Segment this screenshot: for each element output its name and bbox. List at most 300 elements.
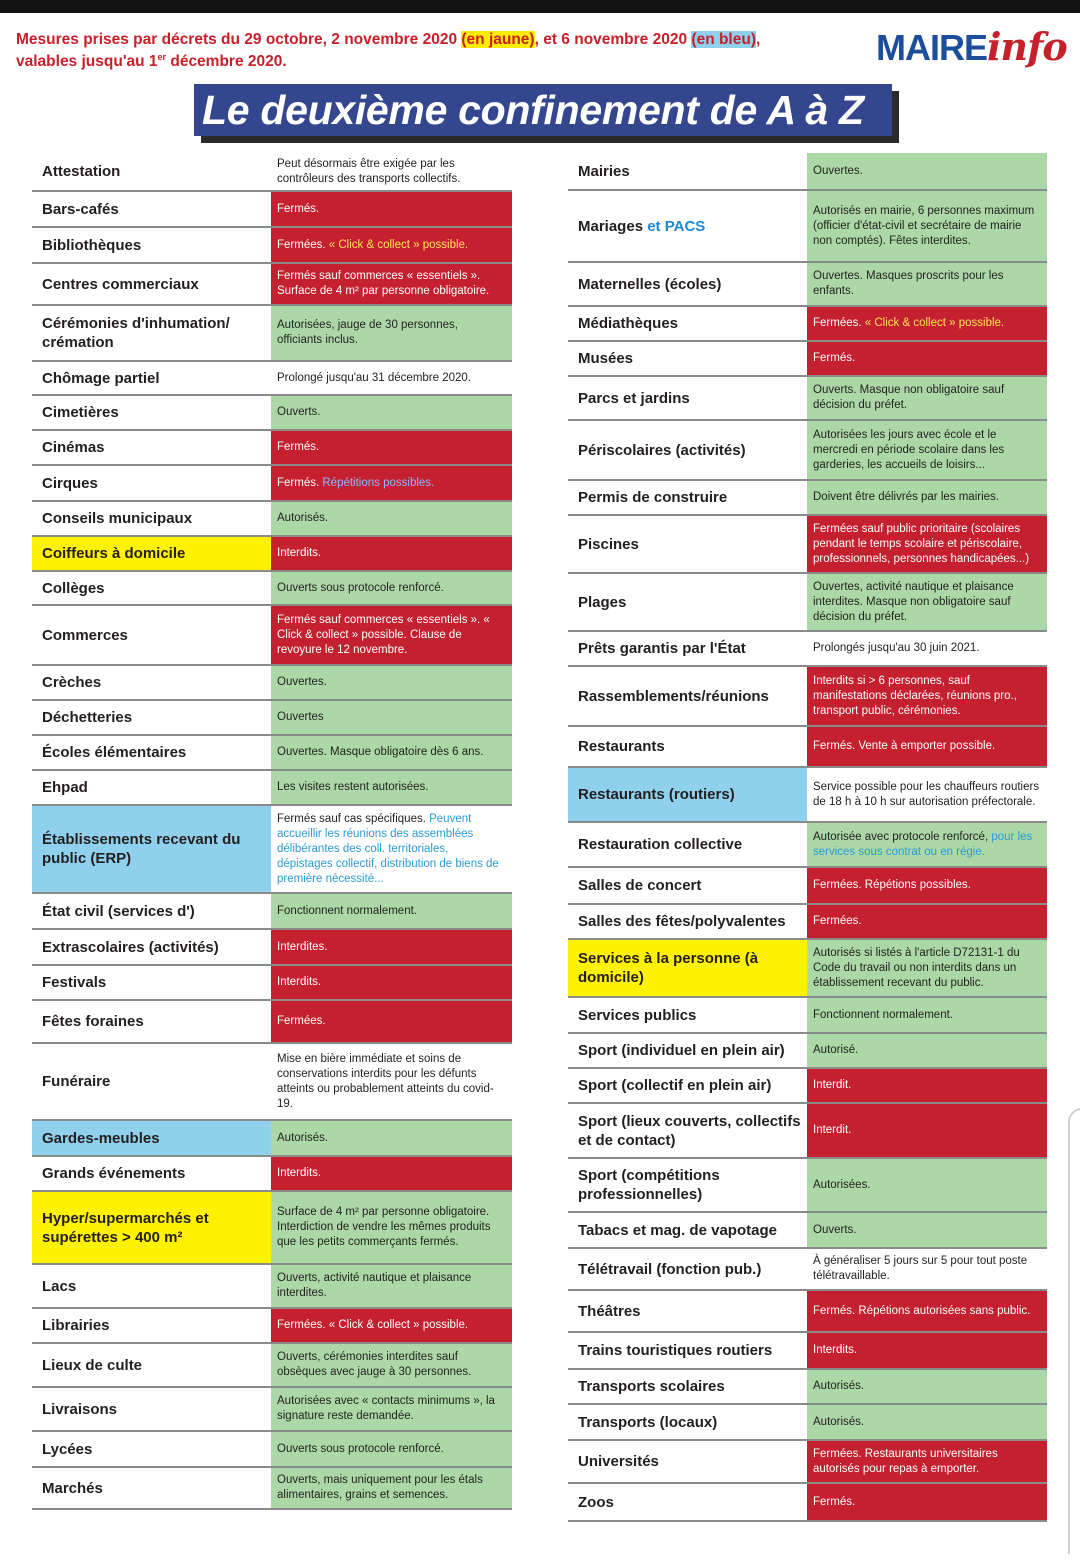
row-status	[807, 1159, 1047, 1211]
row-label	[32, 537, 271, 570]
table-row	[568, 727, 1047, 768]
row-label-text: Lacs	[42, 1277, 77, 1295]
row-label	[568, 905, 807, 938]
row-label-text: Collèges	[42, 579, 105, 597]
row-status-text: Autorisés.	[277, 1131, 329, 1144]
row-label	[568, 823, 807, 866]
table-row	[32, 228, 512, 264]
row-label	[568, 1159, 807, 1211]
row-status	[807, 940, 1047, 996]
row-status	[807, 1484, 1047, 1520]
row-status-text: Fermés.	[813, 1495, 856, 1508]
table-row	[32, 806, 512, 894]
row-status-text: Fermées. Répétions possibles.	[813, 879, 971, 891]
row-label	[568, 377, 807, 419]
table-row	[568, 1484, 1047, 1522]
row-status	[807, 263, 1047, 305]
scroll-edge	[1068, 1108, 1080, 1554]
table-row	[568, 667, 1047, 727]
table-row	[32, 466, 512, 502]
row-label	[568, 1249, 807, 1289]
row-label-text: Services publics	[578, 1006, 697, 1024]
row-status	[807, 191, 1047, 261]
row-label	[32, 1001, 271, 1042]
row-status	[271, 736, 512, 769]
row-status	[271, 771, 512, 804]
row-label-text: Transports scolaires	[578, 1378, 725, 1395]
row-label	[32, 228, 271, 262]
table-row	[568, 1370, 1047, 1405]
row-label-text: Maternelles (écoles)	[578, 275, 722, 293]
row-status-text: Autorisées avec « contacts minimums », la signature reste demandée.	[277, 1395, 495, 1422]
row-status-text: Ouvertes	[277, 711, 324, 723]
row-status	[807, 1249, 1047, 1289]
row-status-text: Ouverts sous protocole renforcé.	[277, 581, 444, 594]
row-label	[568, 727, 807, 766]
row-label	[568, 481, 807, 514]
row-status-text: Fermées. « Click & collect » possible.	[277, 238, 469, 251]
row-status-text: Ouverts, activité nautique et plaisance interdites.	[277, 1272, 472, 1299]
row-status	[271, 192, 512, 226]
row-status	[807, 667, 1047, 725]
row-label	[32, 306, 271, 360]
table-row	[568, 263, 1047, 307]
row-label	[568, 516, 807, 572]
row-status	[807, 1333, 1047, 1368]
row-status-text: Ouvertes.	[813, 164, 863, 177]
row-status	[807, 1104, 1047, 1157]
row-status	[807, 1370, 1047, 1403]
table-row	[568, 1104, 1047, 1159]
row-status	[271, 1001, 512, 1042]
row-status	[271, 1432, 512, 1466]
row-status-text: Fonctionnent normalement.	[813, 1008, 953, 1021]
row-status	[271, 228, 512, 262]
row-status-text: Interdits.	[813, 1344, 858, 1356]
row-label	[32, 1432, 271, 1466]
row-status-text: Doivent être délivrés par les mairies.	[813, 491, 999, 503]
row-status	[271, 537, 512, 570]
row-status	[271, 894, 512, 928]
row-label	[32, 1309, 271, 1342]
row-label	[32, 736, 271, 769]
row-status-text: Surface de 4 m² par personne obligatoire. Interdiction de vendre les mêmes produits que les petits commerçants fermés.	[277, 1206, 491, 1248]
row-label-text: Mairies	[578, 162, 630, 180]
row-label-text: Gardes-meubles	[42, 1129, 160, 1147]
row-status-text: Autorisées, jauge de 30 personnes, officiants inclus.	[277, 319, 458, 346]
row-label	[32, 431, 271, 464]
row-status	[807, 377, 1047, 419]
row-status	[807, 153, 1047, 189]
table-row	[32, 1309, 512, 1344]
row-label-text: Théâtres	[578, 1302, 641, 1320]
table-row	[568, 191, 1047, 263]
table-row	[32, 701, 512, 736]
row-label	[32, 1344, 271, 1386]
row-label-text: Cirques	[42, 474, 98, 492]
row-status-text: Ouverts sous protocole renforcé.	[277, 1442, 444, 1455]
row-label	[32, 1468, 271, 1508]
row-label-text: Cimetières	[42, 404, 119, 421]
row-status	[807, 868, 1047, 903]
table-row	[568, 768, 1047, 823]
row-status	[271, 606, 512, 664]
row-status	[271, 572, 512, 604]
row-label-text: Écoles élémentaires	[42, 744, 187, 761]
row-status	[807, 516, 1047, 572]
row-label-text: Fêtes foraines	[42, 1013, 144, 1030]
row-label-text: Permis de construire	[578, 489, 728, 506]
row-status	[271, 1344, 512, 1386]
page-title: Le deuxième confinement de A à Z	[202, 87, 864, 133]
row-label-text: Plages	[578, 593, 627, 611]
table-row	[568, 307, 1047, 342]
row-status	[271, 1192, 512, 1263]
row-label-text: Trains touristiques routiers	[578, 1342, 773, 1359]
row-label-text: Universités	[578, 1453, 659, 1470]
header-text: décembre 2020.	[166, 53, 287, 71]
row-status	[807, 1213, 1047, 1247]
table-row	[32, 153, 512, 192]
row-status	[807, 342, 1047, 375]
header-text: valables jusqu'au 1	[16, 53, 158, 71]
row-label	[568, 1484, 807, 1520]
header-text: ,	[756, 31, 761, 48]
row-label-text: Transports (locaux)	[578, 1413, 718, 1431]
table-row	[32, 1044, 512, 1121]
row-status-text: Fermés. Répétions autorisées sans public.	[813, 1304, 1031, 1317]
row-label-text: Sport (compétitions professionnelles)	[578, 1167, 720, 1203]
row-status	[271, 966, 512, 999]
row-status-text: Autorisé.	[813, 1044, 859, 1056]
row-status-text: Fermés sauf cas spécifiques. Peuvent accueillir les réunions des assemblées délibérantes des coll. territoriales, dépistages collectif, distribution de biens de première nécessité...	[277, 812, 499, 885]
row-status-text: Fermés.	[277, 441, 320, 453]
row-status-text: Fermés sauf commerces « essentiels ». « Click & collect » possible. Clause de revoyure le 12 novembre.	[277, 613, 490, 656]
row-label	[32, 466, 271, 500]
row-status-text: Interdit.	[813, 1124, 852, 1136]
table-row	[32, 1192, 512, 1265]
row-status-text: À généraliser 5 jours sur 5 pour tout poste télétravaillable.	[813, 1255, 1028, 1282]
table-row	[568, 1333, 1047, 1370]
row-label	[568, 342, 807, 375]
row-label-text: Marchés	[42, 1479, 103, 1497]
row-label	[32, 396, 271, 429]
table-row	[568, 377, 1047, 421]
row-label	[568, 191, 807, 261]
row-label	[568, 1405, 807, 1439]
table-row	[32, 1157, 512, 1192]
row-status	[807, 481, 1047, 514]
row-status-text: Les visites restent autorisées.	[277, 781, 429, 793]
row-label	[32, 572, 271, 604]
table-row	[32, 666, 512, 701]
table-row	[568, 1405, 1047, 1441]
row-label	[32, 1157, 271, 1190]
row-label-text: Sport (collectif en plein air)	[578, 1077, 772, 1094]
row-status-text: Fermés sauf commerces « essentiels ». Surface de 4 m² par personne obligatoire.	[277, 270, 490, 297]
header-text: , et 6 novembre 2020	[534, 31, 692, 48]
row-status-text: Fermées.	[277, 1015, 326, 1027]
row-status-text: Autorisés si listés à l'article D72131-1 du Code du travail ou non interdits dans un établissement recevant du public.	[813, 946, 1020, 989]
row-label-text: Prêts garantis par l'État	[578, 640, 746, 657]
table-row	[32, 606, 512, 666]
row-label-text: Grands événements	[42, 1165, 186, 1182]
row-label	[32, 1121, 271, 1155]
table-row	[568, 905, 1047, 940]
row-status	[271, 396, 512, 429]
row-status	[271, 362, 512, 394]
row-status	[271, 1121, 512, 1155]
row-status-text: Ouvertes. Masque obligatoire dès 6 ans.	[277, 746, 484, 758]
row-label-text: Périscolaires (activités)	[578, 441, 746, 459]
table-row	[32, 362, 512, 396]
row-status-text: Autorisée avec protocole renforcé, pour les services sous contrat ou en régie.	[813, 830, 1033, 858]
table-row	[32, 306, 512, 362]
row-label	[32, 930, 271, 964]
table-row	[568, 1034, 1047, 1069]
row-label	[568, 768, 807, 821]
row-status	[807, 632, 1047, 665]
row-status-text: Fonctionnent normalement.	[277, 904, 417, 917]
row-status	[271, 264, 512, 304]
row-status-text: Autorisés.	[277, 512, 329, 524]
logo-maire: MAIRE	[876, 27, 987, 68]
row-label	[32, 806, 271, 892]
row-label	[568, 1333, 807, 1368]
row-label-text: Musées	[578, 350, 634, 367]
row-status-text: Interdit.	[813, 1079, 852, 1091]
row-status-text: Ouvertes. Masques proscrits pour les enfants.	[813, 270, 1004, 297]
row-status-text: Peut désormais être exigée par les contrôleurs des transports collectifs.	[277, 157, 461, 185]
row-label-text: Déchetteries	[42, 709, 133, 726]
table-row	[568, 823, 1047, 868]
row-status	[807, 307, 1047, 340]
row-status	[807, 1441, 1047, 1482]
row-label-text: Médiathèques	[578, 315, 679, 332]
table-row	[568, 574, 1047, 632]
row-status	[807, 421, 1047, 479]
row-label-text: Librairies	[42, 1317, 110, 1334]
row-label-text: Commerces	[42, 626, 128, 644]
row-label-text: Sport (lieux couverts, collectifs et de contact)	[578, 1112, 801, 1149]
row-label-text: Restauration collective	[578, 836, 743, 853]
row-status	[807, 998, 1047, 1032]
row-label	[568, 153, 807, 189]
row-label	[568, 1069, 807, 1102]
row-label-text: Bars-cafés	[42, 200, 119, 218]
row-status	[271, 153, 512, 190]
row-status	[271, 1265, 512, 1307]
top-status-bar	[0, 0, 1080, 13]
row-status-text: Fermées. « Click & collect » possible.	[277, 1319, 469, 1331]
row-label	[32, 771, 271, 804]
table-row	[568, 998, 1047, 1034]
row-status	[807, 1069, 1047, 1102]
row-label-text: Extrascolaires (activités)	[42, 938, 219, 956]
row-label-text: Crèches	[42, 674, 102, 691]
row-label	[32, 1192, 271, 1263]
table-row	[32, 1265, 512, 1309]
table-row	[568, 1069, 1047, 1104]
row-label	[32, 362, 271, 394]
row-label-text: Rassemblements/réunions	[578, 687, 769, 705]
row-label-text: Restaurants (routiers)	[578, 786, 735, 803]
row-label-text: Établissements recevant du public (ERP)	[42, 831, 241, 867]
row-label	[568, 574, 807, 630]
table-row	[568, 1159, 1047, 1213]
row-label	[32, 1388, 271, 1430]
row-label	[568, 1034, 807, 1067]
table-row	[568, 421, 1047, 481]
row-status-text: Interdits.	[277, 976, 322, 988]
row-label	[32, 502, 271, 535]
row-label-text: Livraisons	[42, 1400, 118, 1418]
row-label	[568, 632, 807, 665]
table-row	[32, 264, 512, 306]
row-label	[568, 1291, 807, 1331]
row-label-text: Coiffeurs à domicile	[42, 545, 186, 562]
table-row	[32, 1001, 512, 1044]
row-status-text: Mise en bière immédiate et soins de conservations interdits pour les défunts atteints ou probablement atteints du covid-19.	[277, 1052, 494, 1110]
row-status-text: Fermées.	[813, 915, 862, 927]
maireinfo-logo	[876, 24, 1067, 69]
row-label-text: Lycées	[42, 1440, 93, 1458]
row-label	[32, 606, 271, 664]
row-status	[271, 1044, 512, 1119]
table-row	[32, 572, 512, 606]
row-label	[568, 1213, 807, 1247]
row-status-text: Ouverts.	[277, 406, 321, 418]
row-label-text: Attestation	[42, 163, 121, 180]
row-status	[271, 806, 512, 892]
row-status-text: Fermés.	[277, 202, 320, 215]
table-row	[32, 1468, 512, 1510]
row-status-text: Ouvertes, activité nautique et plaisance interdites. Masque non obligatoire sauf décision du préfet.	[813, 580, 1014, 623]
row-status	[807, 574, 1047, 630]
row-status-text: Autorisées.	[813, 1178, 871, 1191]
row-status	[807, 905, 1047, 938]
row-label	[32, 1265, 271, 1307]
table-row	[32, 1388, 512, 1432]
header-yellow-marker: (en jaune)	[461, 31, 535, 48]
row-label-text: Lieux de culte	[42, 1356, 143, 1374]
row-status-text: Ouvertes.	[277, 676, 327, 688]
table-row	[568, 516, 1047, 574]
row-status-text: Ouverts.	[813, 1223, 857, 1236]
header-text: Mesures prises par décrets du 29 octobre, 2 novembre 2020	[16, 31, 462, 48]
row-label	[568, 868, 807, 903]
row-label	[568, 263, 807, 305]
table-row	[32, 966, 512, 1001]
row-label-text: Télétravail (fonction pub.)	[578, 1260, 762, 1278]
table-row	[32, 1432, 512, 1468]
header-line-1	[16, 31, 760, 49]
row-label-text: Funéraire	[42, 1073, 111, 1090]
row-label-text: Salles de concert	[578, 877, 702, 894]
row-label-text: Salles des fêtes/polyvalentes	[578, 913, 786, 930]
row-label-text: Parcs et jardins	[578, 389, 690, 407]
row-status-text: Fermées sauf public prioritaire (scolaires pendant le temps scolaire et périscolaire, professionnels, personnes handicapées...)	[813, 522, 1030, 565]
row-label-text: Sport (individuel en plein air)	[578, 1042, 785, 1059]
row-label	[568, 421, 807, 479]
row-label	[568, 940, 807, 996]
row-label-text: État civil (services d')	[42, 902, 195, 920]
row-label	[32, 666, 271, 699]
row-status	[807, 1034, 1047, 1067]
row-label	[32, 264, 271, 304]
row-status-text: Fermés.	[813, 352, 856, 364]
table-row	[568, 481, 1047, 516]
row-label-text: Tabacs et mag. de vapotage	[578, 1221, 777, 1239]
row-status	[271, 1388, 512, 1430]
row-label-text: Chômage partiel	[42, 369, 160, 387]
row-label-text: Festivals	[42, 974, 107, 991]
row-label-text: Hyper/supermarchés et supérettes > 400 m²	[42, 1209, 209, 1246]
row-status-text: Prolongé jusqu'au 31 décembre 2020.	[277, 371, 472, 384]
row-status	[271, 466, 512, 500]
row-status	[271, 306, 512, 360]
row-status	[807, 768, 1047, 821]
row-status	[271, 502, 512, 535]
header-blue-marker: (en bleu)	[691, 31, 756, 48]
row-status-text: Fermés. Répétitions possibles.	[277, 476, 435, 489]
row-status-text: Fermées. « Click & collect » possible.	[813, 317, 1005, 329]
row-status	[271, 431, 512, 464]
row-status	[271, 1468, 512, 1508]
row-label	[32, 701, 271, 734]
table-row	[568, 632, 1047, 667]
row-status-text: Autorisés en mairie, 6 personnes maximum (officier d'état-civil et secrétaire de mairie non comptés). Fêtes interdites.	[813, 204, 1035, 247]
table-row	[568, 940, 1047, 998]
table-row	[32, 894, 512, 930]
row-status	[271, 1157, 512, 1190]
row-status-text: Ouverts. Masque non obligatoire sauf décision du préfet.	[813, 384, 1005, 411]
table-row	[32, 502, 512, 537]
row-label-text: Centres commerciaux	[42, 275, 199, 293]
row-status-text: Autorisés.	[813, 1415, 865, 1428]
row-label	[568, 998, 807, 1032]
row-status-text: Fermées. Restaurants universitaires autorisés pour repas à emporter.	[813, 1447, 998, 1475]
row-status-text: Autorisés.	[813, 1380, 865, 1392]
row-label	[568, 1104, 807, 1157]
table-row	[32, 396, 512, 431]
row-label-text: Bibliothèques	[42, 236, 142, 254]
table-row	[32, 736, 512, 771]
row-status-text: Interdits si > 6 personnes, sauf manifestations déclarées, réunions pro., transport public, cérémonies.	[813, 674, 1017, 717]
table-row	[32, 537, 512, 572]
row-status-text: Service possible pour les chauffeurs routiers de 18 h à 10 h sur autorisation préfectorale.	[813, 780, 1040, 808]
table-row	[568, 868, 1047, 905]
table-row	[568, 1249, 1047, 1291]
table-row	[32, 1344, 512, 1388]
row-label-text: Services à la personne (à domicile)	[578, 950, 759, 986]
row-label-text: Cinémas	[42, 439, 105, 456]
table-row	[568, 1213, 1047, 1249]
table-row	[568, 1441, 1047, 1484]
table-row	[32, 930, 512, 966]
row-label-text: Cérémonies d'inhumation/ crémation	[42, 315, 230, 351]
table-row	[568, 153, 1047, 191]
row-status-text: Interdites.	[277, 940, 328, 953]
row-label	[568, 1370, 807, 1403]
table-row	[32, 771, 512, 806]
table-row	[568, 1291, 1047, 1333]
row-status-text: Fermés. Vente à emporter possible.	[813, 740, 996, 752]
row-label-text: Conseils municipaux	[42, 510, 193, 527]
row-status	[807, 1405, 1047, 1439]
row-label-text: Zoos	[578, 1493, 614, 1511]
row-status	[807, 823, 1047, 866]
